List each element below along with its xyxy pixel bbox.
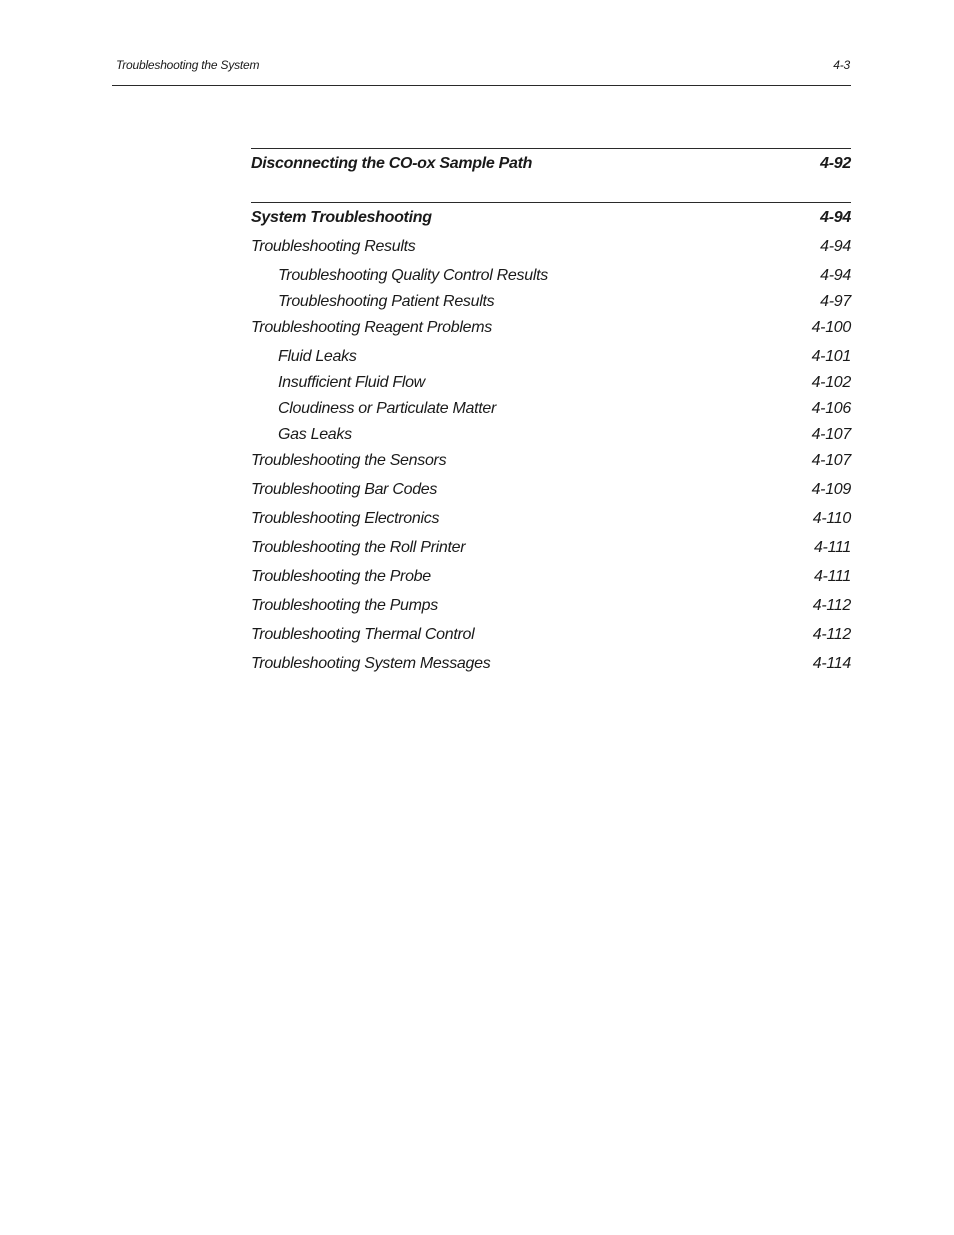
- toc-entry[interactable]: [251, 267, 851, 293]
- toc-entry-title: Troubleshooting Thermal Control: [251, 626, 475, 643]
- toc-entry-page-number: 4-109: [811, 481, 851, 498]
- running-header-page-number: 4-3: [833, 58, 850, 72]
- toc-entry-title: Fluid Leaks: [278, 348, 357, 365]
- running-header: [112, 56, 850, 74]
- toc-entry-title: Troubleshooting the Probe: [251, 568, 431, 585]
- toc-entry-page-number: 4-107: [811, 452, 851, 469]
- toc-entry-title: Troubleshooting the Pumps: [251, 597, 438, 614]
- toc-entry-page-number: 4-106: [811, 400, 851, 417]
- toc-entry-page-number: 4-111: [813, 539, 851, 556]
- header-rule: [112, 85, 851, 86]
- toc-entry-page-number: 4-112: [812, 597, 851, 614]
- toc-entry-page-number: 4-94: [820, 238, 851, 255]
- toc-section-heading[interactable]: [251, 155, 851, 179]
- toc-entry[interactable]: [251, 481, 851, 510]
- toc-section: [251, 148, 851, 202]
- toc-entry-title: Troubleshooting Electronics: [251, 510, 440, 527]
- toc-entry[interactable]: [251, 626, 851, 655]
- toc-entry[interactable]: [251, 374, 851, 400]
- running-header-title: Troubleshooting the System: [116, 58, 260, 72]
- toc-section: [251, 202, 851, 684]
- toc-entry-page-number: 4-114: [812, 655, 851, 672]
- toc-entry[interactable]: [251, 539, 851, 568]
- toc-section-heading[interactable]: [251, 209, 851, 238]
- toc-entry[interactable]: [251, 293, 851, 319]
- toc-entry[interactable]: [251, 319, 851, 348]
- toc-entry-title: Disconnecting the CO-ox Sample Path: [251, 155, 533, 172]
- toc-entry-page-number: 4-111: [813, 568, 851, 585]
- toc-entry-title: Troubleshooting System Messages: [251, 655, 491, 672]
- toc-entry-title: System Troubleshooting: [251, 209, 432, 226]
- toc-entry[interactable]: [251, 400, 851, 426]
- toc-entry-title: Troubleshooting Bar Codes: [251, 481, 438, 498]
- toc-entry-page-number: 4-110: [812, 510, 851, 527]
- toc-entry-title: Troubleshooting Reagent Problems: [251, 319, 492, 336]
- toc-entry-page-number: 4-94: [820, 267, 851, 284]
- toc-entry-page-number: 4-92: [820, 155, 851, 172]
- toc-entry-page-number: 4-97: [820, 293, 851, 310]
- toc-entry[interactable]: [251, 426, 851, 452]
- toc-entry-title: Troubleshooting Patient Results: [278, 293, 495, 310]
- toc-entry-page-number: 4-101: [811, 348, 851, 365]
- toc-entry-title: Insufficient Fluid Flow: [278, 374, 425, 391]
- toc-entry-title: Cloudiness or Particulate Matter: [278, 400, 497, 417]
- toc-entry-page-number: 4-100: [811, 319, 851, 336]
- toc-entry-title: Gas Leaks: [278, 426, 352, 443]
- toc-entry-title: Troubleshooting the Sensors: [251, 452, 447, 469]
- toc-entry-title: Troubleshooting Results: [251, 238, 416, 255]
- toc-entry-title: Troubleshooting Quality Control Results: [278, 267, 548, 284]
- toc-entry-title: Troubleshooting the Roll Printer: [251, 539, 466, 556]
- toc-entry[interactable]: [251, 597, 851, 626]
- toc-entry[interactable]: [251, 238, 851, 267]
- toc-entry-page-number: 4-102: [811, 374, 851, 391]
- toc-entry[interactable]: [251, 348, 851, 374]
- toc-entry-page-number: 4-107: [811, 426, 851, 443]
- toc-entry[interactable]: [251, 510, 851, 539]
- toc-entry-page-number: 4-94: [820, 209, 851, 226]
- toc-entry[interactable]: [251, 655, 851, 684]
- toc-entry[interactable]: [251, 568, 851, 597]
- toc-entry-page-number: 4-112: [812, 626, 851, 643]
- table-of-contents: [251, 148, 851, 684]
- toc-entry[interactable]: [251, 452, 851, 481]
